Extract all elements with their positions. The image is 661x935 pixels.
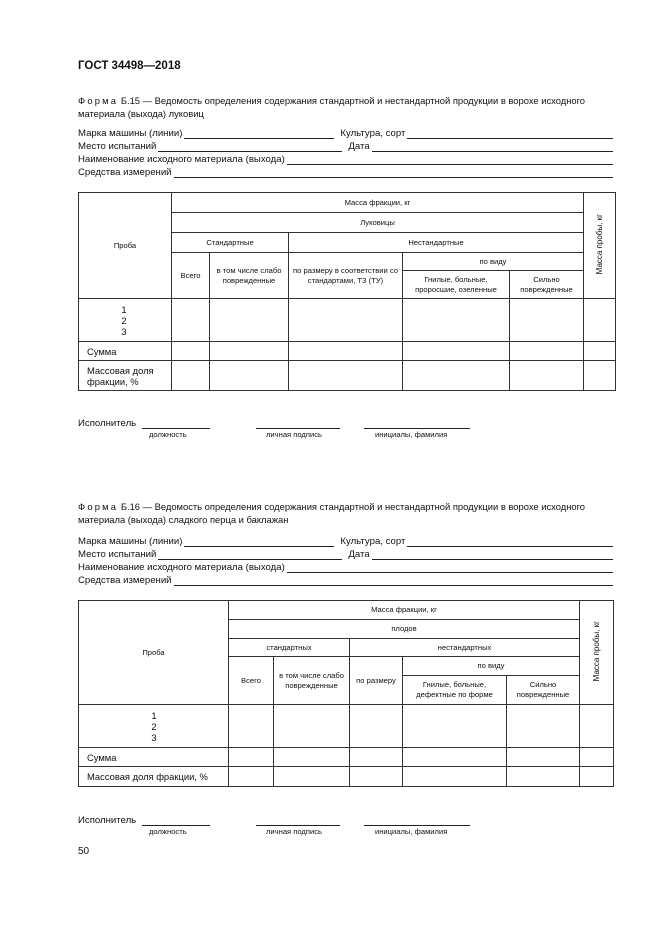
form2-header-subgroup: плодов [229, 620, 580, 639]
table-cell[interactable] [403, 361, 510, 391]
form2-header-mass-fraction: Масса фракции, кг [229, 601, 580, 620]
table-row [79, 342, 616, 361]
form1-header-standard: Стандартные [172, 233, 289, 253]
table-cell[interactable] [172, 342, 210, 361]
form2-sample-mass-label: Масса пробы, кг [591, 620, 601, 682]
table-cell[interactable] [274, 705, 350, 748]
table-cell[interactable] [403, 767, 507, 787]
table-cell[interactable] [289, 342, 403, 361]
table-cell[interactable] [403, 342, 510, 361]
form2-executor-label: Исполнитель [78, 815, 137, 826]
table-row [79, 361, 616, 391]
form2-header-rotten: Гнилые, больные, дефектные по форме [403, 676, 507, 705]
form1-culture-input[interactable] [407, 129, 613, 139]
table-cell[interactable] [403, 299, 510, 342]
form1-header-including: в том числе слабо поврежденные [210, 253, 289, 299]
form1-header-by-type: по виду [403, 253, 584, 271]
table-cell[interactable] [172, 361, 210, 391]
form2-row-share: Массовая доля фракции, % [79, 767, 229, 787]
form1-row-samples [79, 299, 172, 342]
document-header: ГОСТ 34498—2018 [78, 60, 181, 72]
form2-date-input[interactable] [372, 550, 613, 560]
form1-initials-line[interactable] [364, 427, 470, 429]
form1-material-input[interactable] [287, 155, 613, 165]
table-cell[interactable] [210, 361, 289, 391]
table-cell[interactable] [350, 767, 403, 787]
form2-place-input[interactable] [158, 550, 342, 560]
form2-culture-input[interactable] [407, 537, 613, 547]
form1-title-label: Форма [78, 95, 119, 106]
form1-sample-mass-label: Масса пробы, кг [594, 213, 604, 275]
form2-place-label: Место испытаний [78, 549, 157, 560]
form2-header-total: Всего [229, 657, 274, 705]
form1-executor-label: Исполнитель [78, 418, 137, 429]
table-cell[interactable] [274, 767, 350, 787]
form1-header-total: Всего [172, 253, 210, 299]
table-cell[interactable] [229, 748, 274, 767]
form2-field-row-place [78, 549, 613, 560]
table-cell[interactable] [350, 705, 403, 748]
table-cell[interactable] [510, 299, 584, 342]
table-cell[interactable] [584, 299, 616, 342]
form2-field-row-material [78, 562, 613, 573]
form2-date-label: Дата [348, 549, 370, 560]
form1-place-input[interactable] [158, 142, 342, 152]
form1-header-damaged: Сильно поврежденные [510, 271, 584, 299]
form2-machine-label: Марка машины (линии) [78, 536, 183, 547]
form2-row-number: 2 [151, 720, 157, 732]
form2-field-row-machine [78, 536, 613, 547]
table-cell[interactable] [229, 705, 274, 748]
form2-title-label: Форма [78, 501, 119, 512]
form1-row-number: 2 [121, 314, 127, 326]
table-cell[interactable] [289, 299, 403, 342]
form1-title [78, 95, 618, 120]
form2-material-input[interactable] [287, 563, 613, 573]
form2-machine-input[interactable] [184, 537, 334, 547]
table-cell[interactable] [580, 767, 614, 787]
form2-header-by-size: по размеру [350, 657, 403, 705]
form1-field-row-machine [78, 128, 613, 139]
form1-row-sum: Сумма [79, 342, 172, 361]
form1-header-mass-fraction: Масса фракции, кг [172, 193, 584, 213]
form2-header-by-type: по виду [403, 657, 580, 676]
form1-row-number: 3 [121, 325, 127, 337]
table-cell[interactable] [580, 705, 614, 748]
table-row [79, 748, 614, 767]
form2-instruments-input[interactable] [174, 576, 613, 586]
form2-header-damaged: Сильно поврежденные [507, 676, 580, 705]
form2-culture-label: Культура, сорт [340, 536, 406, 547]
form1-place-label: Место испытаний [78, 141, 157, 152]
table-cell[interactable] [289, 361, 403, 391]
table-row [79, 299, 616, 342]
table-cell[interactable] [274, 748, 350, 767]
form1-machine-input[interactable] [184, 129, 334, 139]
form2-table [78, 600, 614, 787]
form2-header-standard: стандартных [229, 639, 350, 657]
form1-date-label: Дата [348, 141, 370, 152]
form1-header-sample: Проба [79, 193, 172, 299]
table-cell[interactable] [580, 748, 614, 767]
form1-field-row-instruments [78, 167, 613, 178]
form1-initials-caption: инициалы, фамилия [375, 430, 448, 439]
form2-instruments-label: Средства измерений [78, 575, 172, 586]
form2-row-samples [79, 705, 229, 748]
form2-position-caption: должность [149, 827, 187, 836]
table-cell[interactable] [507, 767, 580, 787]
form1-instruments-input[interactable] [174, 168, 613, 178]
form1-row-number: 1 [121, 303, 127, 315]
form2-row-sum: Сумма [79, 748, 229, 767]
form2-signature-caption: личная подпись [266, 827, 322, 836]
table-cell[interactable] [403, 705, 507, 748]
table-cell[interactable] [584, 342, 616, 361]
table-cell[interactable] [510, 342, 584, 361]
form1-header-rotten: Гнилые, больные, проросшие, озеленные [403, 271, 510, 299]
page-number: 50 [78, 846, 90, 857]
table-cell[interactable] [584, 361, 616, 391]
form2-row-number: 3 [151, 731, 157, 743]
form1-material-label: Наименование исходного материала (выхода) [78, 154, 285, 165]
form1-row-share: Массовая доля фракции, % [79, 361, 172, 391]
form1-culture-label: Культура, сорт [340, 128, 406, 139]
form1-position-caption: должность [149, 430, 187, 439]
form1-title-text: Б.15 — Ведомость определения содержания стандартной и нестандартной продукции в ворохе исходного материала (выхода) луковиц [78, 95, 586, 119]
table-cell[interactable] [403, 748, 507, 767]
form2-position-line[interactable] [142, 824, 210, 826]
form1-position-line[interactable] [142, 427, 210, 429]
table-cell[interactable] [510, 361, 584, 391]
form1-header-nonstandard: Нестандартные [289, 233, 584, 253]
form2-material-label: Наименование исходного материала (выхода) [78, 562, 285, 573]
table-row [79, 705, 614, 748]
form2-initials-line[interactable] [364, 824, 470, 826]
form1-header-by-size: по размеру в соответствии со стандартами, ТЗ (ТУ) [289, 253, 403, 299]
table-cell[interactable] [229, 767, 274, 787]
form2-header-sample: Проба [79, 601, 229, 705]
form1-table [78, 192, 616, 391]
form2-title-text: Б.16 — Ведомость определения содержания стандартной и нестандартной продукции в ворохе исходного материала (выхода) сладкого перца и баклажан [78, 501, 586, 525]
form2-header-nonstandard: нестандартных [350, 639, 580, 657]
form1-field-row-place [78, 141, 613, 152]
form1-date-input[interactable] [372, 142, 613, 152]
table-cell[interactable] [210, 342, 289, 361]
form1-field-row-material [78, 154, 613, 165]
form2-header-sample-mass [580, 601, 614, 705]
form2-title [78, 501, 618, 526]
form2-field-row-instruments [78, 575, 613, 586]
table-cell[interactable] [350, 748, 403, 767]
table-row [79, 767, 614, 787]
table-cell[interactable] [172, 299, 210, 342]
form2-signature-line[interactable] [256, 824, 340, 826]
form1-signature-caption: личная подпись [266, 430, 322, 439]
form1-header-sample-mass [584, 193, 616, 299]
form2-row-number: 1 [151, 709, 157, 721]
table-cell[interactable] [507, 705, 580, 748]
form1-header-subgroup: Луковицы [172, 213, 584, 233]
table-cell[interactable] [210, 299, 289, 342]
form1-machine-label: Марка машины (линии) [78, 128, 183, 139]
form2-initials-caption: инициалы, фамилия [375, 827, 448, 836]
form1-signature-line[interactable] [256, 427, 340, 429]
form2-header-including: в том числе слабо поврежденные [274, 657, 350, 705]
table-cell[interactable] [507, 748, 580, 767]
form1-instruments-label: Средства измерений [78, 167, 172, 178]
